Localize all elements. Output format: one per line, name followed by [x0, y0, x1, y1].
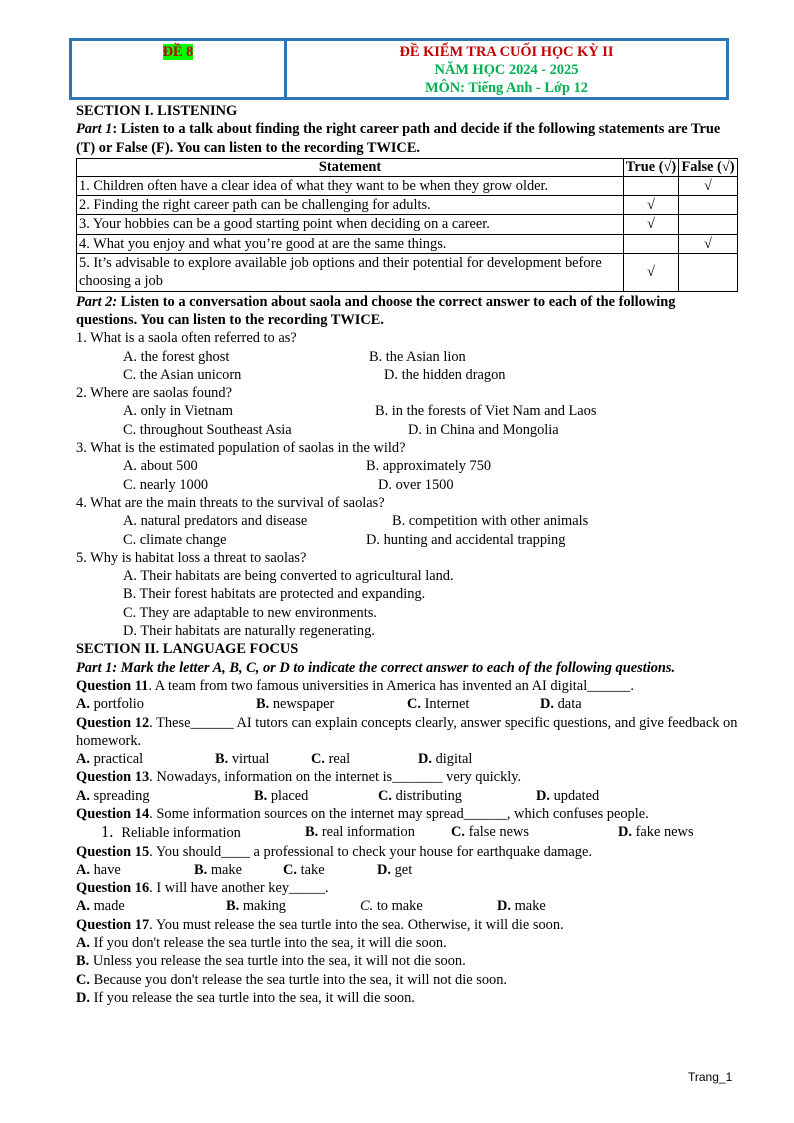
option-c: C. They are adaptable to new environments.	[123, 604, 377, 621]
option-row	[76, 457, 738, 475]
section1-title: SECTION I. LISTENING	[76, 103, 238, 119]
option-d: D. digital	[418, 751, 473, 768]
school-year: NĂM HỌC 2024 - 2025	[434, 62, 579, 78]
option-row	[76, 823, 738, 842]
option-d: D. hunting and accidental trapping	[366, 531, 566, 548]
option-b: B. virtual	[215, 751, 270, 768]
question-stem: 4. What are the main threats to the survival of saolas?	[76, 494, 385, 511]
option-row	[76, 897, 738, 915]
option-d: D. data	[540, 696, 582, 713]
listening-question-2	[76, 384, 738, 439]
true-false-table	[76, 158, 738, 292]
false-header: False (√)	[679, 158, 738, 176]
question-stem: . You should____ a professional to check your house for earthquake damage.	[149, 843, 592, 860]
option-row	[76, 421, 738, 439]
question-label: Question 14	[76, 805, 150, 822]
option-row	[76, 695, 738, 713]
question-stem: . These______ AI tutors can explain concepts clearly, answer specific questions, and give feedback on homework.	[76, 714, 738, 749]
false-cell: √	[679, 234, 738, 253]
section1-part2-instructions: Part 2: Listen to a conversation about saola and choose the correct answer to each of the following questions. You can listen to the recording TWICE.	[76, 293, 676, 328]
table-row	[77, 196, 738, 215]
option-d: D. over 1500	[378, 476, 454, 493]
option-d: D. updated	[536, 787, 600, 804]
section1-part1-instructions: Part 1: Listen to a talk about finding the right career path and decide if the following statements are True (T) or False (F). You can listen to the recording TWICE.	[76, 121, 721, 156]
table-row	[77, 254, 738, 292]
section2-part1-instructions: Part 1: Mark the letter A, B, C, or D to indicate the correct answer to each of the following questions.	[76, 659, 676, 676]
exam-title-cell	[287, 41, 726, 97]
option-row	[76, 512, 738, 530]
false-cell	[679, 215, 738, 234]
option-d: D. get	[377, 861, 413, 878]
option-b: B. approximately 750	[366, 458, 492, 475]
option-b: B. placed	[254, 787, 309, 804]
statement-header: Statement	[77, 158, 624, 176]
table-row	[77, 215, 738, 234]
option-a: A. the forest ghost	[123, 348, 230, 365]
option-c: C. Internet	[407, 696, 470, 713]
option-b: B. the Asian lion	[369, 348, 466, 365]
question-stem: 1. What is a saola often referred to as?	[76, 330, 297, 347]
subject: MÔN: Tiếng Anh - Lớp 12	[425, 80, 588, 96]
section2-title: SECTION II. LANGUAGE FOCUS	[76, 641, 299, 658]
statement-cell: 4. What you enjoy and what you’re good at are the same things.	[77, 234, 624, 253]
true-header: True (√)	[624, 158, 679, 176]
option-a: A. only in Vietnam	[123, 403, 233, 420]
listening-question-3	[76, 439, 738, 494]
option-c: C. nearly 1000	[123, 476, 209, 493]
true-cell: √	[624, 254, 679, 292]
question-label: Question 12	[76, 714, 150, 731]
option-c: C. take	[283, 861, 325, 878]
question-stem: 3. What is the estimated population of saolas in the wild?	[76, 440, 406, 457]
option-c: C. climate change	[123, 531, 227, 548]
option-row	[76, 861, 738, 879]
option-b: B. competition with other animals	[392, 513, 589, 530]
option-a: A. about 500	[123, 458, 198, 475]
option-b: B. making	[226, 898, 286, 915]
listening-question-4	[76, 494, 738, 549]
true-cell	[624, 234, 679, 253]
question-stem: 5. Why is habitat loss a threat to saolas?	[76, 549, 307, 566]
question-label: Question 11	[76, 677, 149, 694]
option-d: D. Their habitats are naturally regenerating.	[123, 623, 375, 640]
option-d: D. make	[497, 898, 546, 915]
question-label: Question 16	[76, 880, 150, 897]
statement-cell: 2. Finding the right career path can be challenging for adults.	[77, 196, 624, 215]
option-row	[76, 366, 738, 384]
question-15	[76, 843, 738, 880]
option-row	[76, 531, 738, 549]
option-c: C. throughout Southeast Asia	[123, 421, 292, 438]
option-b: B. newspaper	[256, 696, 335, 713]
exam-title: ĐỀ KIỂM TRA CUỐI HỌC KỲ II	[399, 44, 614, 60]
statement-cell: 1. Children often have a clear idea of what they want to be when they grow older.	[77, 176, 624, 195]
question-label: Question 15	[76, 843, 150, 860]
option-c: C. distributing	[378, 787, 462, 804]
exam-header	[69, 38, 729, 100]
question-stem: . Some information sources on the internet may spread______, which confuses people.	[149, 805, 649, 822]
table-row	[77, 176, 738, 195]
option-a: A. spreading	[76, 787, 150, 804]
option-b: B. real information	[305, 824, 415, 841]
table-header-row	[77, 158, 738, 176]
option-a: A. If you don't release the sea turtle into the sea, it will die soon.	[76, 935, 447, 952]
option-row	[76, 402, 738, 420]
question-stem: . I will have another key_____.	[149, 880, 329, 897]
question-13	[76, 768, 738, 805]
option-c: C. Because you don't release the sea turtle into the sea, it will not die soon.	[76, 971, 508, 988]
question-14	[76, 805, 738, 843]
statement-cell: 5. It’s advisable to explore available job options and their potential for development before choosing a job	[77, 254, 624, 292]
option-d: D. fake news	[618, 824, 694, 841]
option-row	[76, 348, 738, 366]
exam-code: ĐỀ 8	[162, 44, 194, 60]
true-cell: √	[624, 196, 679, 215]
listening-question-5	[76, 549, 738, 640]
false-cell	[679, 254, 738, 292]
question-stem: 2. Where are saolas found?	[76, 385, 232, 402]
question-16	[76, 879, 738, 916]
question-stem: . A team from two famous universities in America has invented an AI digital______.	[148, 677, 634, 694]
option-a: A. portfolio	[76, 696, 144, 713]
option-c: C. to make	[360, 898, 423, 915]
page-number: Trang_1	[688, 1070, 733, 1084]
option-b: B. in the forests of Viet Nam and Laos	[375, 403, 597, 420]
exam-page	[76, 38, 738, 1007]
table-row	[77, 234, 738, 253]
option-c: C. real	[311, 751, 351, 768]
option-row	[76, 787, 738, 805]
option-a: A. natural predators and disease	[123, 513, 308, 530]
false-cell	[679, 196, 738, 215]
question-17	[76, 916, 738, 1007]
option-d: D. the hidden dragon	[384, 366, 506, 383]
option-a: 1. Reliable information	[101, 822, 241, 842]
question-12	[76, 714, 738, 769]
option-b: B. Unless you release the sea turtle into the sea, it will not die soon.	[76, 953, 466, 970]
option-row	[76, 476, 738, 494]
option-a: A. made	[76, 898, 125, 915]
option-a: A. have	[76, 861, 121, 878]
question-stem: . You must release the sea turtle into the sea. Otherwise, it will die soon.	[149, 916, 564, 933]
true-cell: √	[624, 215, 679, 234]
statement-cell: 3. Your hobbies can be a good starting point when deciding on a career.	[77, 215, 624, 234]
option-a: A. practical	[76, 751, 144, 768]
listening-question-1	[76, 329, 738, 384]
option-row	[76, 750, 738, 768]
option-b: B. make	[194, 861, 242, 878]
option-c: C. the Asian unicorn	[123, 366, 242, 383]
question-label: Question 17	[76, 916, 150, 933]
option-c: C. false news	[451, 824, 529, 841]
exam-code-cell	[72, 41, 287, 97]
true-cell	[624, 176, 679, 195]
option-d: D. If you release the sea turtle into the sea, it will die soon.	[76, 989, 415, 1006]
question-11	[76, 677, 738, 714]
question-label: Question 13	[76, 769, 150, 786]
question-stem: . Nowadays, information on the internet is_______ very quickly.	[149, 769, 522, 786]
option-b: B. Their forest habitats are protected and expanding.	[123, 586, 426, 603]
option-a: A. Their habitats are being converted to agricultural land.	[123, 568, 454, 585]
option-d: D. in China and Mongolia	[408, 421, 559, 438]
false-cell: √	[679, 176, 738, 195]
